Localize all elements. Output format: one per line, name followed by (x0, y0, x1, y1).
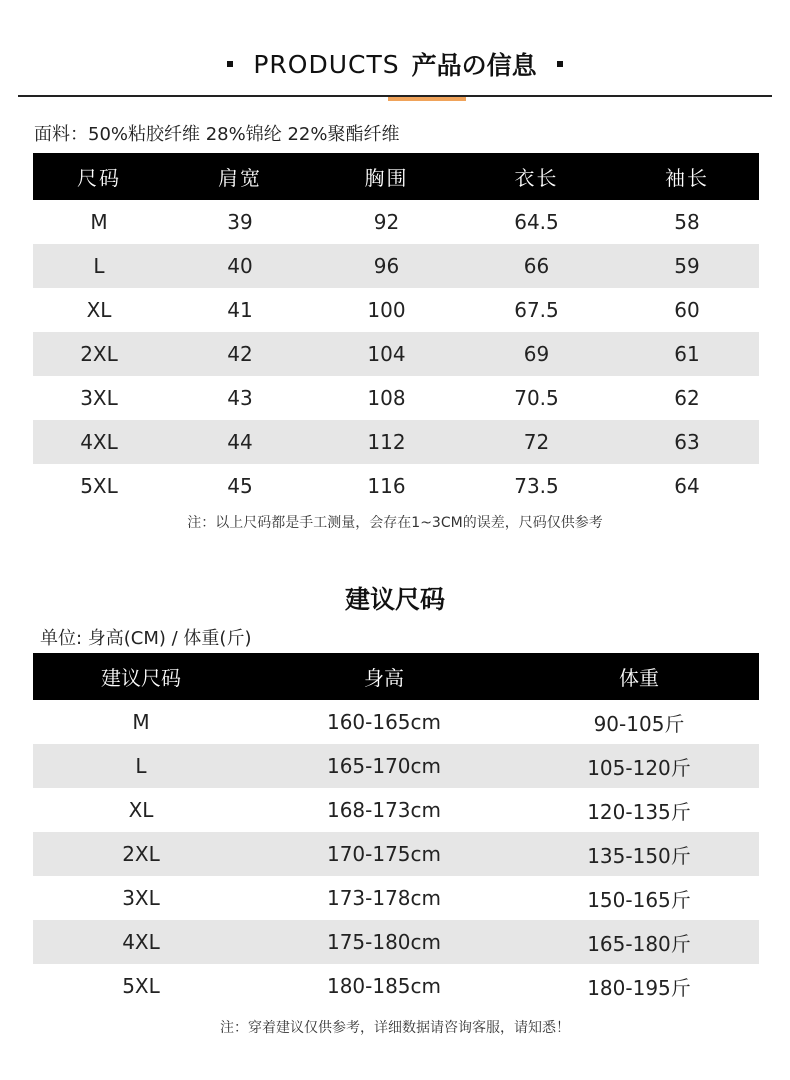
table-cell: XL (128, 798, 154, 822)
table-cell: 165-170cm (249, 744, 519, 788)
table-cell: 112 (315, 420, 458, 464)
table-cell: 62 (674, 386, 700, 410)
suggest-header-cell: 身高 (249, 653, 519, 700)
table-cell: 168-173cm (326, 798, 442, 822)
table-cell: 44 (165, 420, 315, 464)
size-table-header (33, 153, 759, 200)
table-cell: 180-195斤 (587, 975, 691, 1000)
table-cell: 58 (674, 210, 700, 234)
table-cell: M (90, 210, 108, 234)
table-cell: 105-120斤 (519, 744, 759, 788)
table-row (33, 920, 759, 964)
table-cell: 41 (227, 298, 253, 322)
table-cell: 175-180cm (249, 920, 519, 964)
table-cell: 59 (615, 244, 759, 288)
table-cell: 170-175cm (249, 832, 519, 876)
table-row (33, 744, 759, 788)
table-cell: 63 (615, 420, 759, 464)
table-cell: 3XL (122, 886, 160, 910)
suggest-header-cell: 建议尺码 (33, 653, 249, 700)
table-cell: 160-165cm (326, 710, 442, 734)
table-cell: XL (86, 298, 112, 322)
table-row (33, 200, 759, 244)
table-row (33, 288, 759, 332)
table-cell: 64 (674, 474, 700, 498)
measurement-note: 注：以上尺码都是手工测量，会存在1~3CM的误差，尺码仅供参考 (187, 515, 603, 531)
table-row (33, 464, 759, 508)
table-row (33, 376, 759, 420)
table-cell: 67.5 (514, 298, 559, 322)
table-cell: 5XL (122, 974, 160, 998)
table-cell: 3XL (80, 386, 118, 410)
header-title-cn: 产品の信息 (411, 51, 537, 80)
square-bullet-icon (557, 61, 563, 67)
table-cell: 42 (165, 332, 315, 376)
suggest-note: 注：穿着建议仅供参考，详细数据请咨询客服，请知悉！ (220, 1020, 570, 1036)
table-cell: 90-105斤 (593, 711, 685, 736)
table-cell: 92 (373, 210, 400, 234)
table-cell: 180-185cm (326, 974, 442, 998)
table-cell: 120-135斤 (587, 799, 691, 824)
table-cell: 64.5 (514, 210, 559, 234)
table-row (33, 788, 759, 832)
table-cell: 70.5 (514, 386, 559, 410)
table-cell: 69 (458, 332, 615, 376)
table-cell: 4XL (33, 920, 249, 964)
square-bullet-icon (227, 61, 233, 67)
table-cell: 100 (367, 298, 406, 322)
table-cell: L (33, 744, 249, 788)
table-cell: 104 (315, 332, 458, 376)
table-cell: 4XL (33, 420, 165, 464)
table-cell: 45 (227, 474, 253, 498)
table-cell: 61 (615, 332, 759, 376)
table-row (33, 244, 759, 288)
size-header-cell: 肩宽 (165, 153, 315, 200)
table-cell: 60 (674, 298, 700, 322)
size-table (33, 153, 759, 508)
size-header-cell: 袖长 (615, 153, 759, 200)
table-cell: 5XL (80, 474, 118, 498)
table-row (33, 420, 759, 464)
table-cell: 40 (165, 244, 315, 288)
table-row (33, 876, 759, 920)
table-cell: 66 (458, 244, 615, 288)
header-accent-bar (388, 97, 466, 101)
suggest-header-cell: 体重 (519, 653, 759, 700)
table-cell: 173-178cm (326, 886, 442, 910)
material-info: 面料：50%粘胶纤维 28%锦纶 22%聚酯纤维 (34, 124, 400, 145)
table-cell: 116 (367, 474, 406, 498)
table-cell: L (33, 244, 165, 288)
table-row (33, 700, 759, 744)
size-header-cell: 胸围 (315, 153, 458, 200)
size-header-cell: 衣长 (458, 153, 615, 200)
page-header (0, 42, 790, 86)
table-cell: 2XL (33, 332, 165, 376)
table-cell: 150-165斤 (587, 887, 691, 912)
table-cell: 72 (458, 420, 615, 464)
table-cell: 108 (367, 386, 406, 410)
unit-label: 单位: 身高(CM) / 体重(斤) (40, 628, 252, 649)
table-row (33, 964, 759, 1008)
header-title-en: PRODUCTS (253, 49, 400, 79)
suggest-table-header (33, 653, 759, 700)
table-cell: 39 (227, 210, 253, 234)
table-cell: M (132, 710, 150, 734)
suggest-title: 建议尺码 (344, 585, 445, 614)
table-cell: 135-150斤 (519, 832, 759, 876)
table-row (33, 332, 759, 376)
table-cell: 96 (315, 244, 458, 288)
table-cell: 73.5 (514, 474, 559, 498)
table-cell: 43 (227, 386, 253, 410)
table-cell: 2XL (33, 832, 249, 876)
table-cell: 165-180斤 (519, 920, 759, 964)
suggest-table (33, 653, 759, 1008)
size-header-cell: 尺码 (33, 153, 165, 200)
table-row (33, 832, 759, 876)
